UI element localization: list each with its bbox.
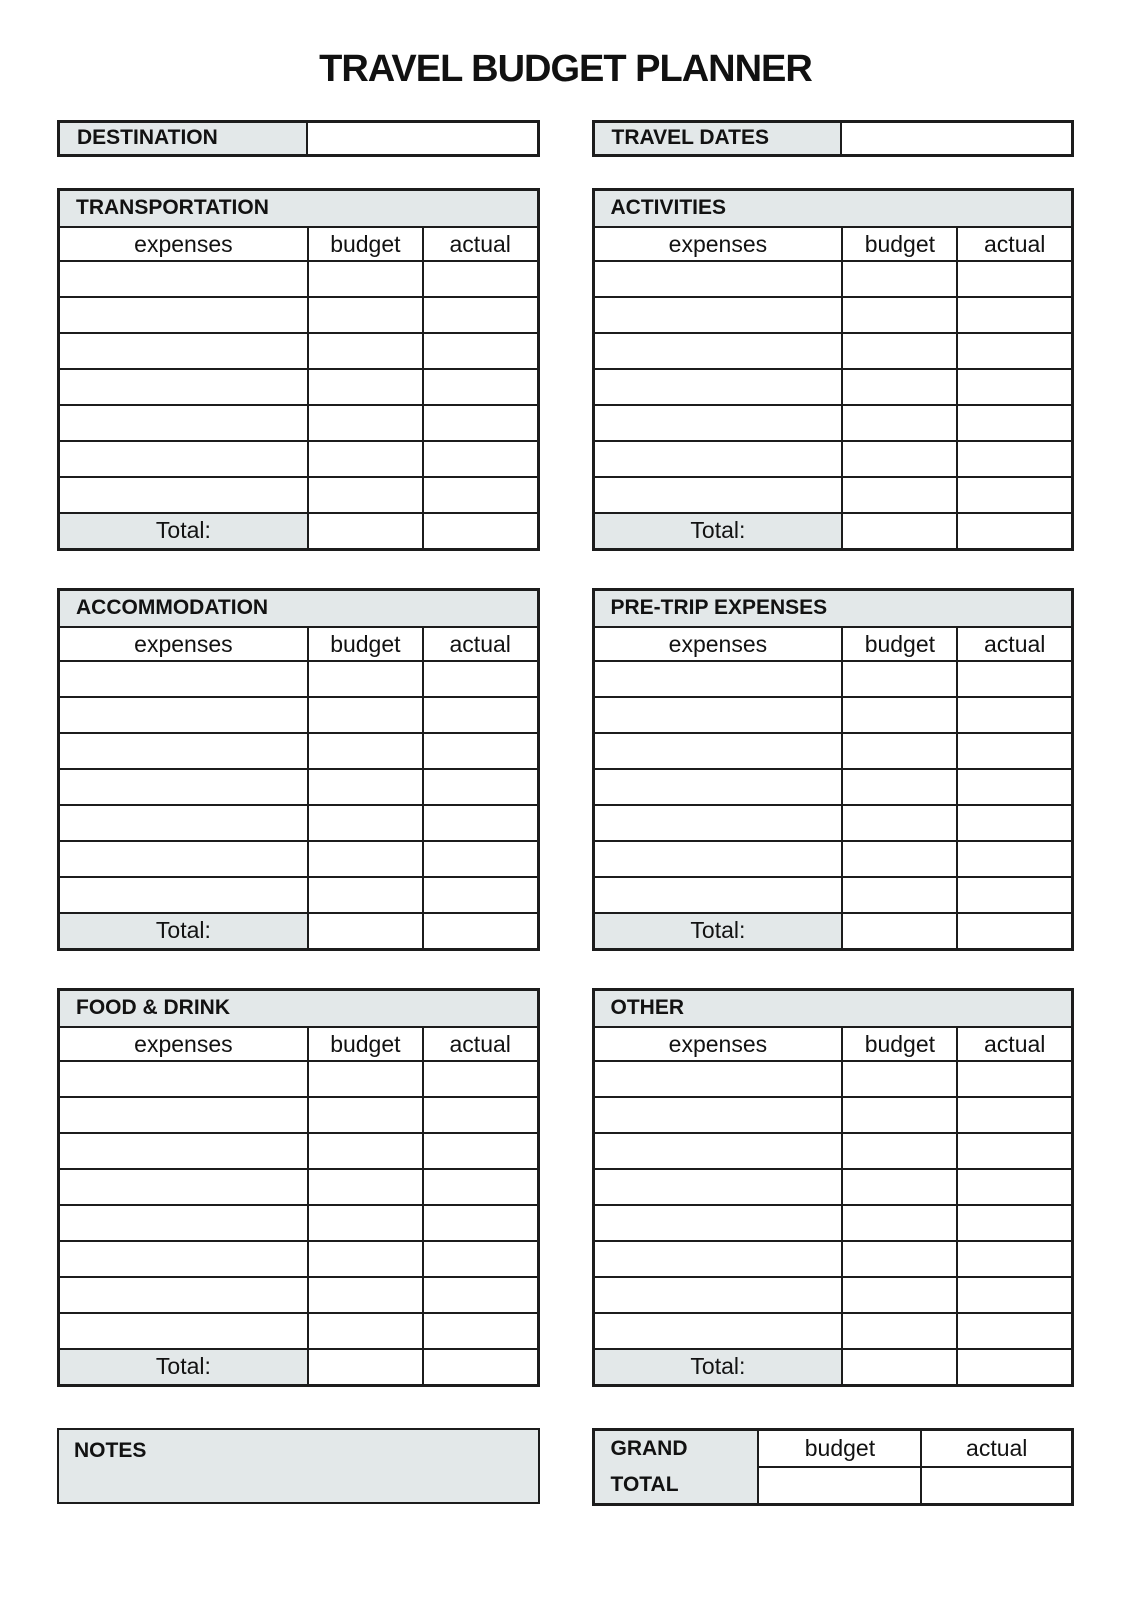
table-row xyxy=(59,877,539,913)
expense-input-cell[interactable] xyxy=(593,733,842,769)
table-row xyxy=(593,297,1073,333)
expense-input-cell[interactable] xyxy=(593,477,842,513)
expense-input-cell[interactable] xyxy=(593,261,842,297)
total-budget-cell[interactable] xyxy=(308,1349,423,1385)
expense-input-cell[interactable] xyxy=(593,877,842,913)
actual-input-cell[interactable] xyxy=(423,1061,538,1097)
expense-input-cell[interactable] xyxy=(59,1313,308,1349)
expense-input-cell[interactable] xyxy=(59,333,308,369)
col-header-actual: actual xyxy=(423,1027,538,1061)
col-header-budget: budget xyxy=(842,1027,957,1061)
table-row xyxy=(59,1133,539,1169)
actual-input-cell[interactable] xyxy=(423,477,538,513)
expense-input-cell[interactable] xyxy=(59,1277,308,1313)
destination-label: DESTINATION xyxy=(60,123,308,154)
budget-input-cell[interactable] xyxy=(308,733,423,769)
actual-input-cell[interactable] xyxy=(957,697,1072,733)
expense-input-cell[interactable] xyxy=(593,769,842,805)
table-row xyxy=(59,1169,539,1205)
section-title-transportation: TRANSPORTATION xyxy=(59,189,539,227)
total-budget-cell[interactable] xyxy=(842,513,957,549)
notes-label: NOTES xyxy=(74,1438,147,1462)
expense-input-cell[interactable] xyxy=(59,697,308,733)
table-row xyxy=(593,1241,1073,1277)
expense-input-cell[interactable] xyxy=(59,297,308,333)
other-table xyxy=(592,988,1075,1387)
table-row xyxy=(59,733,539,769)
col-header-expenses: expenses xyxy=(593,627,842,661)
table-row xyxy=(593,805,1073,841)
actual-input-cell[interactable] xyxy=(957,769,1072,805)
budget-input-cell[interactable] xyxy=(842,877,957,913)
actual-input-cell[interactable] xyxy=(423,333,538,369)
budget-input-cell[interactable] xyxy=(308,877,423,913)
table-row xyxy=(593,1097,1073,1133)
total-actual-cell[interactable] xyxy=(957,1349,1072,1385)
expense-input-cell[interactable] xyxy=(59,841,308,877)
table-row xyxy=(593,405,1073,441)
expense-input-cell[interactable] xyxy=(593,405,842,441)
table-row xyxy=(593,1061,1073,1097)
expense-input-cell[interactable] xyxy=(593,441,842,477)
expense-input-cell[interactable] xyxy=(59,769,308,805)
actual-input-cell[interactable] xyxy=(957,441,1072,477)
section-title-activities: ACTIVITIES xyxy=(593,189,1073,227)
actual-input-cell[interactable] xyxy=(423,877,538,913)
section-title-pre-trip-expenses: PRE-TRIP EXPENSES xyxy=(593,589,1073,627)
actual-input-cell[interactable] xyxy=(423,1133,538,1169)
col-header-budget: budget xyxy=(308,1027,423,1061)
budget-input-cell[interactable] xyxy=(308,1241,423,1277)
expense-input-cell[interactable] xyxy=(59,661,308,697)
actual-input-cell[interactable] xyxy=(423,769,538,805)
table-row xyxy=(593,1277,1073,1313)
actual-input-cell[interactable] xyxy=(957,1169,1072,1205)
actual-input-cell[interactable] xyxy=(423,261,538,297)
table-row xyxy=(59,769,539,805)
col-header-budget: budget xyxy=(308,227,423,261)
actual-input-cell[interactable] xyxy=(957,1097,1072,1133)
expense-input-cell[interactable] xyxy=(593,369,842,405)
col-header-actual: actual xyxy=(957,227,1072,261)
budget-input-cell[interactable] xyxy=(842,369,957,405)
expense-input-cell[interactable] xyxy=(59,805,308,841)
expense-input-cell[interactable] xyxy=(593,661,842,697)
table-row xyxy=(59,261,539,297)
col-header-actual: actual xyxy=(423,627,538,661)
col-header-actual: actual xyxy=(423,227,538,261)
budget-input-cell[interactable] xyxy=(308,805,423,841)
expense-input-cell[interactable] xyxy=(593,1241,842,1277)
section-title-food-drink: FOOD & DRINK xyxy=(59,989,539,1027)
budget-input-cell[interactable] xyxy=(842,661,957,697)
table-row xyxy=(59,333,539,369)
grand-total-budget-header: budget xyxy=(758,1429,921,1467)
actual-input-cell[interactable] xyxy=(423,405,538,441)
col-header-budget: budget xyxy=(308,627,423,661)
table-row xyxy=(59,697,539,733)
table-row xyxy=(593,441,1073,477)
budget-input-cell[interactable] xyxy=(308,661,423,697)
expense-input-cell[interactable] xyxy=(593,805,842,841)
total-label: Total: xyxy=(593,913,842,949)
actual-input-cell[interactable] xyxy=(423,1241,538,1277)
col-header-budget: budget xyxy=(842,227,957,261)
expense-input-cell[interactable] xyxy=(59,1205,308,1241)
budget-input-cell[interactable] xyxy=(308,333,423,369)
destination-input[interactable] xyxy=(308,123,537,154)
accommodation-table xyxy=(57,588,540,951)
col-header-expenses: expenses xyxy=(59,227,308,261)
total-budget-cell[interactable] xyxy=(842,1349,957,1385)
budget-input-cell[interactable] xyxy=(308,1205,423,1241)
budget-input-cell[interactable] xyxy=(308,1133,423,1169)
col-header-expenses: expenses xyxy=(593,227,842,261)
expense-input-cell[interactable] xyxy=(59,477,308,513)
budget-input-cell[interactable] xyxy=(842,1133,957,1169)
col-header-actual: actual xyxy=(957,627,1072,661)
grand-total-budget-cell[interactable] xyxy=(758,1467,921,1505)
actual-input-cell[interactable] xyxy=(423,1169,538,1205)
budget-input-cell[interactable] xyxy=(308,297,423,333)
expense-input-cell[interactable] xyxy=(59,441,308,477)
expense-input-cell[interactable] xyxy=(593,1061,842,1097)
budget-input-cell[interactable] xyxy=(308,441,423,477)
total-label: Total: xyxy=(59,513,308,549)
actual-input-cell[interactable] xyxy=(957,1061,1072,1097)
table-row xyxy=(59,1205,539,1241)
expense-input-cell[interactable] xyxy=(593,1133,842,1169)
table-row xyxy=(593,697,1073,733)
table-row xyxy=(593,877,1073,913)
budget-input-cell[interactable] xyxy=(842,1097,957,1133)
budget-input-cell[interactable] xyxy=(308,841,423,877)
actual-input-cell[interactable] xyxy=(423,661,538,697)
total-actual-cell[interactable] xyxy=(957,913,1072,949)
budget-input-cell[interactable] xyxy=(308,1313,423,1349)
budget-input-cell[interactable] xyxy=(308,1277,423,1313)
budget-input-cell[interactable] xyxy=(842,441,957,477)
expense-input-cell[interactable] xyxy=(593,297,842,333)
actual-input-cell[interactable] xyxy=(957,733,1072,769)
actual-input-cell[interactable] xyxy=(423,697,538,733)
budget-input-cell[interactable] xyxy=(842,733,957,769)
total-label: Total: xyxy=(593,1349,842,1385)
actual-input-cell[interactable] xyxy=(423,733,538,769)
actual-input-cell[interactable] xyxy=(423,369,538,405)
actual-input-cell[interactable] xyxy=(423,1277,538,1313)
col-header-budget: budget xyxy=(842,627,957,661)
budget-input-cell[interactable] xyxy=(308,369,423,405)
travel-dates-label: TRAVEL DATES xyxy=(595,123,843,154)
table-row xyxy=(59,1241,539,1277)
actual-input-cell[interactable] xyxy=(957,805,1072,841)
actual-input-cell[interactable] xyxy=(957,1133,1072,1169)
expense-input-cell[interactable] xyxy=(593,1097,842,1133)
expense-input-cell[interactable] xyxy=(59,733,308,769)
table-row xyxy=(593,661,1073,697)
expense-input-cell[interactable] xyxy=(59,1133,308,1169)
activities-table xyxy=(592,188,1075,551)
actual-input-cell[interactable] xyxy=(423,1313,538,1349)
expense-input-cell[interactable] xyxy=(593,1277,842,1313)
budget-input-cell[interactable] xyxy=(308,261,423,297)
budget-input-cell[interactable] xyxy=(842,769,957,805)
col-header-actual: actual xyxy=(957,1027,1072,1061)
notes-box[interactable] xyxy=(57,1428,540,1504)
total-label: Total: xyxy=(59,1349,308,1385)
travel-dates-field xyxy=(592,120,1075,157)
section-title-accommodation: ACCOMMODATION xyxy=(59,589,539,627)
table-row xyxy=(593,1133,1073,1169)
table-row xyxy=(593,333,1073,369)
budget-input-cell[interactable] xyxy=(308,477,423,513)
budget-input-cell[interactable] xyxy=(842,297,957,333)
actual-input-cell[interactable] xyxy=(957,333,1072,369)
grand-total-actual-cell[interactable] xyxy=(921,1467,1072,1505)
table-row xyxy=(593,1169,1073,1205)
actual-input-cell[interactable] xyxy=(957,1313,1072,1349)
table-row xyxy=(593,261,1073,297)
table-row xyxy=(59,1061,539,1097)
col-header-expenses: expenses xyxy=(593,1027,842,1061)
budget-input-cell[interactable] xyxy=(842,477,957,513)
food-drink-table xyxy=(57,988,540,1387)
actual-input-cell[interactable] xyxy=(957,1205,1072,1241)
table-row xyxy=(59,1313,539,1349)
expense-input-cell[interactable] xyxy=(593,1313,842,1349)
expense-input-cell[interactable] xyxy=(593,841,842,877)
total-actual-cell[interactable] xyxy=(423,913,538,949)
grand-total-actual-header: actual xyxy=(921,1429,1072,1467)
actual-input-cell[interactable] xyxy=(423,805,538,841)
table-row xyxy=(59,1277,539,1313)
total-budget-cell[interactable] xyxy=(308,913,423,949)
expense-input-cell[interactable] xyxy=(59,1061,308,1097)
actual-input-cell[interactable] xyxy=(423,297,538,333)
actual-input-cell[interactable] xyxy=(957,1241,1072,1277)
table-row xyxy=(59,841,539,877)
actual-input-cell[interactable] xyxy=(957,405,1072,441)
budget-input-cell[interactable] xyxy=(842,333,957,369)
expense-input-cell[interactable] xyxy=(593,333,842,369)
table-row xyxy=(593,733,1073,769)
budget-input-cell[interactable] xyxy=(308,1061,423,1097)
actual-input-cell[interactable] xyxy=(957,297,1072,333)
actual-input-cell[interactable] xyxy=(957,841,1072,877)
budget-input-cell[interactable] xyxy=(308,697,423,733)
table-row xyxy=(59,405,539,441)
table-row xyxy=(593,369,1073,405)
expense-input-cell[interactable] xyxy=(59,369,308,405)
transportation-table xyxy=(57,188,540,551)
table-row xyxy=(59,805,539,841)
actual-input-cell[interactable] xyxy=(423,841,538,877)
budget-input-cell[interactable] xyxy=(308,405,423,441)
table-row xyxy=(593,841,1073,877)
budget-input-cell[interactable] xyxy=(842,1169,957,1205)
actual-input-cell[interactable] xyxy=(957,661,1072,697)
total-actual-cell[interactable] xyxy=(957,513,1072,549)
expense-input-cell[interactable] xyxy=(59,261,308,297)
expense-input-cell[interactable] xyxy=(59,877,308,913)
top-fields-row xyxy=(57,120,1074,157)
actual-input-cell[interactable] xyxy=(957,369,1072,405)
expense-input-cell[interactable] xyxy=(59,1241,308,1277)
total-label: Total: xyxy=(59,913,308,949)
table-row xyxy=(59,1097,539,1133)
pre-trip-expenses-table xyxy=(592,588,1075,951)
expense-input-cell[interactable] xyxy=(593,1169,842,1205)
actual-input-cell[interactable] xyxy=(423,1097,538,1133)
tables-row-1 xyxy=(57,188,1074,551)
table-row xyxy=(59,369,539,405)
grand-total-table xyxy=(592,1428,1075,1506)
table-row xyxy=(593,1205,1073,1241)
table-row xyxy=(59,661,539,697)
budget-input-cell[interactable] xyxy=(842,1313,957,1349)
table-row xyxy=(59,441,539,477)
table-row xyxy=(59,477,539,513)
total-budget-cell[interactable] xyxy=(842,913,957,949)
total-actual-cell[interactable] xyxy=(423,1349,538,1385)
table-row xyxy=(593,1313,1073,1349)
tables-row-2 xyxy=(57,588,1074,951)
grand-total-label xyxy=(593,1429,758,1504)
total-label: Total: xyxy=(593,513,842,549)
expense-input-cell[interactable] xyxy=(593,697,842,733)
destination-field xyxy=(57,120,540,157)
expense-input-cell[interactable] xyxy=(59,1169,308,1205)
table-row xyxy=(593,769,1073,805)
col-header-expenses: expenses xyxy=(59,627,308,661)
actual-input-cell[interactable] xyxy=(957,261,1072,297)
actual-input-cell[interactable] xyxy=(423,1205,538,1241)
expense-input-cell[interactable] xyxy=(593,1205,842,1241)
col-header-expenses: expenses xyxy=(59,1027,308,1061)
tables-row-3 xyxy=(57,988,1074,1387)
budget-input-cell[interactable] xyxy=(842,805,957,841)
actual-input-cell[interactable] xyxy=(957,477,1072,513)
actual-input-cell[interactable] xyxy=(423,441,538,477)
expense-input-cell[interactable] xyxy=(59,1097,308,1133)
total-budget-cell[interactable] xyxy=(308,513,423,549)
grand-total-label-line: TOTAL xyxy=(610,1472,679,1496)
budget-input-cell[interactable] xyxy=(842,1241,957,1277)
budget-input-cell[interactable] xyxy=(842,1061,957,1097)
budget-input-cell[interactable] xyxy=(308,1097,423,1133)
table-row xyxy=(59,297,539,333)
budget-input-cell[interactable] xyxy=(308,1169,423,1205)
budget-input-cell[interactable] xyxy=(842,697,957,733)
expense-input-cell[interactable] xyxy=(59,405,308,441)
section-title-other: OTHER xyxy=(593,989,1073,1027)
travel-dates-input[interactable] xyxy=(842,123,1071,154)
page-title: TRAVEL BUDGET PLANNER xyxy=(319,48,812,90)
budget-input-cell[interactable] xyxy=(308,769,423,805)
budget-input-cell[interactable] xyxy=(842,261,957,297)
actual-input-cell[interactable] xyxy=(957,1277,1072,1313)
bottom-row xyxy=(57,1428,1074,1506)
budget-input-cell[interactable] xyxy=(842,841,957,877)
budget-input-cell[interactable] xyxy=(842,1277,957,1313)
budget-input-cell[interactable] xyxy=(842,1205,957,1241)
budget-input-cell[interactable] xyxy=(842,405,957,441)
table-row xyxy=(593,477,1073,513)
grand-total-label-line: GRAND xyxy=(610,1436,688,1460)
total-actual-cell[interactable] xyxy=(423,513,538,549)
actual-input-cell[interactable] xyxy=(957,877,1072,913)
